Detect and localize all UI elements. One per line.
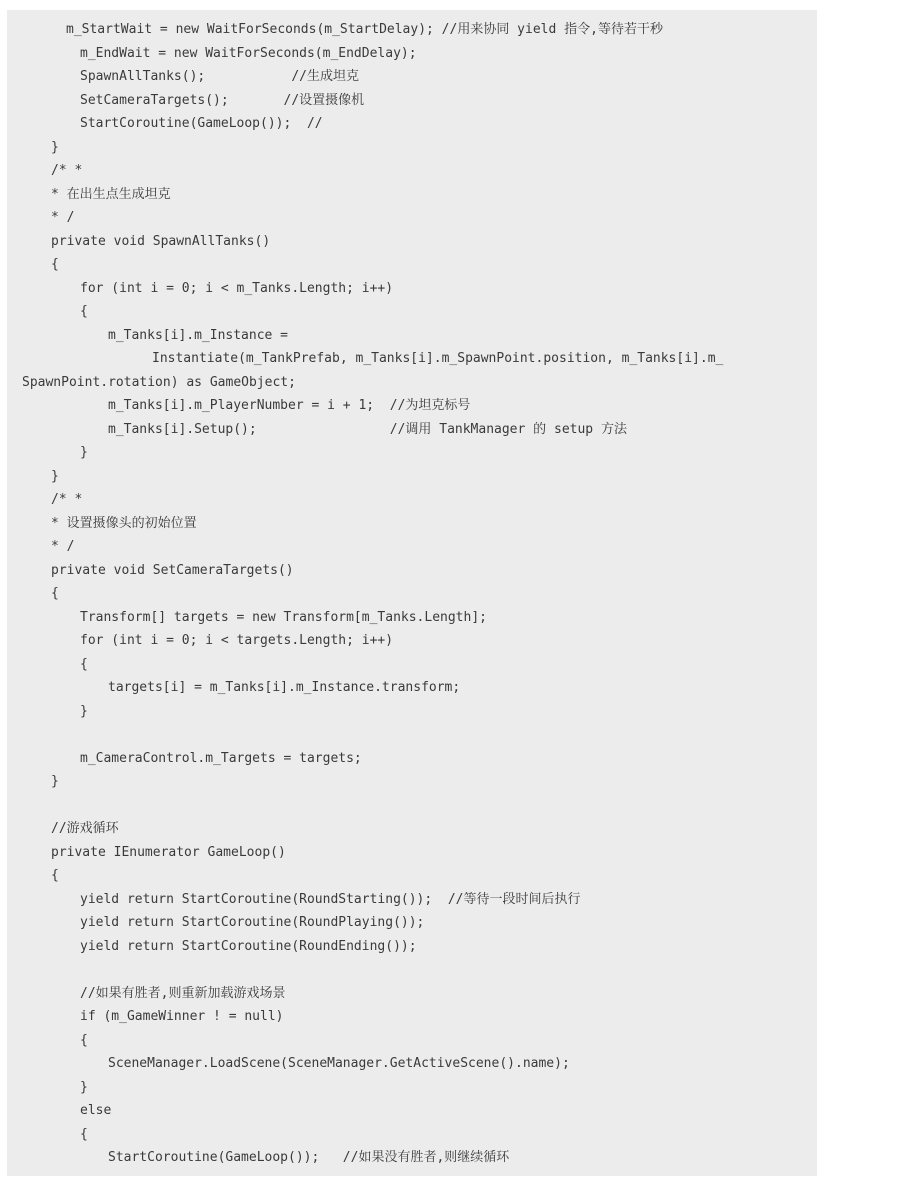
code-line: {	[80, 1126, 88, 1142]
code-line: }	[80, 703, 88, 719]
code-line: for (int i = 0; i < m_Tanks.Length; i++)	[80, 280, 394, 296]
code-line: }	[51, 468, 59, 484]
code-line: {	[51, 257, 59, 272]
code-line: private void SpawnAllTanks()	[51, 233, 271, 249]
code-line: m_Tanks[i].m_PlayerNumber = i + 1; //为坦克标号	[108, 398, 471, 413]
code-line: yield return StartCoroutine(RoundEnding());	[80, 938, 417, 954]
code-line: }	[51, 774, 59, 789]
code-line: if (m_GameWinner ! = null)	[80, 1009, 284, 1024]
code-line: m_EndWait = new WaitForSeconds(m_EndDelay);	[80, 45, 417, 61]
code-line: SceneManager.LoadScene(SceneManager.GetActiveScene().name);	[108, 1056, 570, 1071]
code-line: targets[i] = m_Tanks[i].m_Instance.transform;	[108, 680, 461, 695]
code-line: //如果有胜者,则重新加载游戏场景	[80, 985, 286, 1001]
code-line: Transform[] targets = new Transform[m_Tanks.Length];	[80, 609, 487, 625]
code-line: StartCoroutine(GameLoop()); //	[80, 116, 323, 131]
code-line: {	[80, 304, 88, 319]
code-line: {	[80, 1032, 88, 1048]
code-line: SpawnAllTanks(); //生成坦克	[80, 69, 359, 84]
code-line: SetCameraTargets(); //设置摄像机	[80, 92, 365, 108]
code-line: * 设置摄像头的初始位置	[51, 515, 197, 531]
code-line: for (int i = 0; i < targets.Length; i++)	[80, 633, 394, 648]
code-line: {	[51, 586, 59, 601]
code-line: private IEnumerator GameLoop()	[51, 844, 286, 860]
code-line: SpawnPoint.rotation) as GameObject;	[22, 374, 296, 390]
code-line: * /	[51, 539, 75, 554]
code-line: yield return StartCoroutine(RoundPlaying());	[80, 915, 425, 930]
code-line: m_Tanks[i].Setup(); //调用 TankManager 的 setup 方法	[108, 421, 627, 437]
code-line: }	[51, 139, 59, 155]
code-line: {	[51, 868, 59, 883]
code-line: StartCoroutine(GameLoop()); //如果没有胜者,则继续循环	[108, 1150, 510, 1165]
code-line: /* *	[51, 492, 83, 507]
code-line: * 在出生点生成坦克	[51, 186, 171, 202]
code-line: {	[80, 656, 88, 672]
code-line: /* *	[51, 163, 83, 178]
code-line: yield return StartCoroutine(RoundStarting()); //等待一段时间后执行	[80, 891, 581, 907]
code-line: //游戏循环	[51, 821, 119, 836]
code-line: Instantiate(m_TankPrefab, m_Tanks[i].m_SpawnPoint.position, m_Tanks[i].m_	[152, 351, 724, 366]
code-line: m_CameraControl.m_Targets = targets;	[80, 750, 362, 766]
code-line: }	[80, 1079, 88, 1095]
code-line: private void SetCameraTargets()	[51, 562, 294, 578]
code-line: m_StartWait = new WaitForSeconds(m_StartDelay); //用来协同 yield 指令,等待若干秒	[66, 22, 663, 37]
code-line: * /	[51, 210, 75, 225]
code-line: }	[80, 445, 88, 460]
code-line: else	[80, 1103, 112, 1118]
code-line: m_Tanks[i].m_Instance =	[108, 327, 289, 343]
